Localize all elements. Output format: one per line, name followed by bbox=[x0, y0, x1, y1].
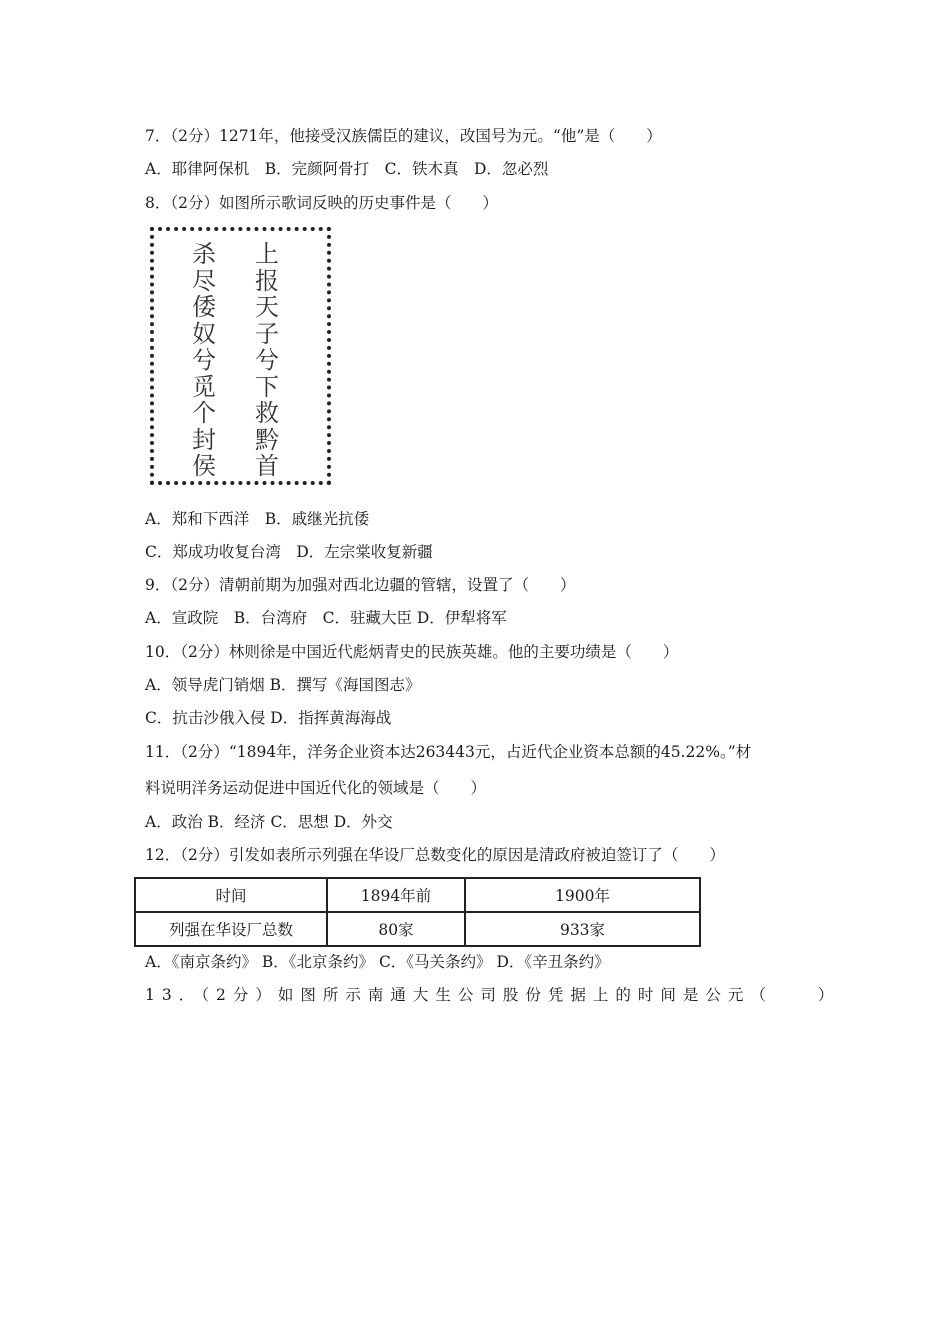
question-7-options: A．耶律阿保机 B．完颜阿骨打 C．铁木真 D．忽必烈 bbox=[145, 160, 549, 178]
table-cell: 80家 bbox=[327, 912, 465, 946]
poem-char: 奴 bbox=[192, 319, 216, 348]
question-8-options-cd: C．郑成功收复台湾 D．左宗棠收复新疆 bbox=[145, 543, 433, 561]
poem-char: 个 bbox=[192, 399, 216, 427]
table-cell: 933家 bbox=[465, 912, 700, 946]
question-10-options-cd: C．抗击沙俄入侵 D．指挥黄海海战 bbox=[145, 709, 392, 727]
question-10-stem: 10．（2分）林则徐是中国近代彪炳青史的民族英雄。他的主要功绩是（ ） bbox=[145, 643, 679, 661]
poem-char: 报 bbox=[255, 266, 279, 295]
poem-char: 首 bbox=[255, 452, 279, 480]
table-cell: 列强在华设厂总数 bbox=[135, 912, 327, 946]
poem-char: 下 bbox=[255, 372, 279, 401]
question-9-options: A．宣政院 B．台湾府 C．驻藏大臣 D．伊犁将军 bbox=[145, 609, 507, 627]
poem-image bbox=[150, 227, 331, 485]
question-13-stem: 13．（2分）如图所示南通大生公司股份凭据上的时间是公元（ ） bbox=[145, 986, 841, 1004]
question-9-stem: 9．（2分）清朝前期为加强对西北边疆的管辖，设置了（ ） bbox=[145, 576, 576, 594]
question-12-options: A．《南京条约》 B．《北京条约》 C．《马关条约》 D．《辛丑条约》 bbox=[145, 953, 610, 971]
poem-char: 救 bbox=[255, 399, 279, 427]
poem-char: 兮 bbox=[192, 346, 216, 374]
table-cell: 1900年 bbox=[465, 878, 700, 912]
poem-char: 杀 bbox=[192, 240, 216, 268]
poem-left-column bbox=[186, 241, 222, 480]
poem-char: 觅 bbox=[192, 372, 216, 401]
table-row bbox=[135, 878, 700, 912]
question-8-options-ab: A．郑和下西洋 B．戚继光抗倭 bbox=[145, 510, 370, 528]
poem-char: 尽 bbox=[192, 266, 216, 295]
question-12-stem: 12．（2分）引发如表所示列强在华设厂总数变化的原因是清政府被迫签订了（ ） bbox=[145, 846, 725, 864]
question-7-stem: 7．（2分）1271年，他接受汉族儒臣的建议，改国号为元。“他”是（ ） bbox=[145, 127, 662, 145]
poem-char: 封 bbox=[192, 425, 216, 454]
poem-char: 倭 bbox=[192, 293, 216, 321]
poem-char: 天 bbox=[255, 293, 279, 321]
question-11-stem-line-1: 11．（2分）“1894年，洋务企业资本达263443元，占近代企业资本总额的45.22%。”材 bbox=[145, 743, 752, 761]
question-11-options: A．政治 B．经济 C．思想 D．外交 bbox=[145, 813, 393, 831]
table-cell: 时间 bbox=[135, 878, 327, 912]
question-11-stem-line-2: 料说明洋务运动促进中国近代化的领域是（ ） bbox=[145, 779, 487, 797]
poem-char: 上 bbox=[255, 240, 279, 268]
question-10-options-ab: A．领导虎门销烟 B．撰写《海国图志》 bbox=[145, 676, 421, 694]
poem-char: 黔 bbox=[255, 425, 279, 454]
table-cell: 1894年前 bbox=[327, 878, 465, 912]
factories-table bbox=[134, 877, 701, 947]
table-row bbox=[135, 912, 700, 946]
poem-char: 侯 bbox=[192, 452, 216, 480]
question-8-stem: 8．（2分）如图所示歌词反映的历史事件是（ ） bbox=[145, 194, 498, 212]
poem-char: 子 bbox=[255, 319, 279, 348]
poem-char: 兮 bbox=[255, 346, 279, 374]
poem-right-column bbox=[249, 241, 285, 480]
